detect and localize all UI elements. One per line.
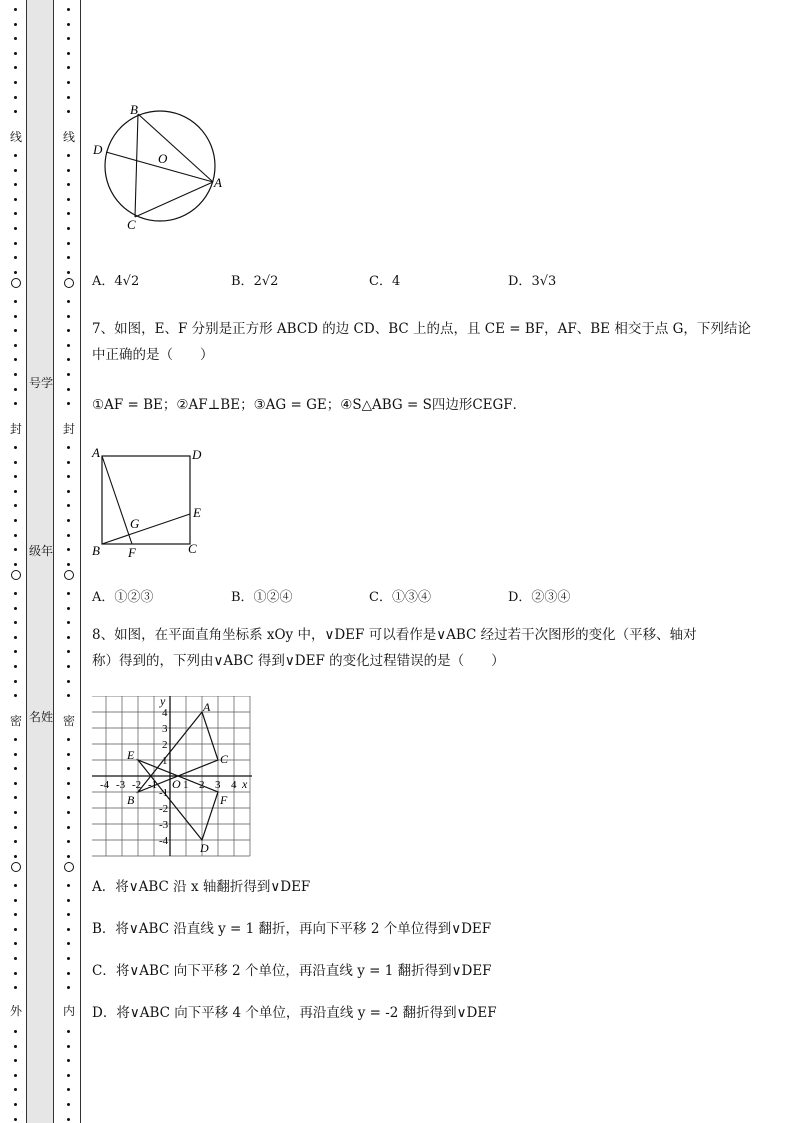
binding-dot <box>14 402 17 405</box>
binding-dot <box>67 358 70 361</box>
binding-dot <box>14 110 17 113</box>
y-tick-label: -4 <box>159 835 169 847</box>
binding-dot <box>14 636 17 639</box>
x-tick-label: 4 <box>231 779 237 791</box>
label-C: C <box>188 541 197 556</box>
binding-ring <box>64 570 74 580</box>
q6-circle-figure <box>90 100 230 235</box>
binding-dot <box>67 928 70 931</box>
x-tick-label: 2 <box>199 779 205 791</box>
x-axis-label: x <box>242 777 248 791</box>
binding-dot <box>67 271 70 274</box>
binding-dot <box>67 169 70 172</box>
binding-label: 外 <box>10 1004 23 1018</box>
binding-label: 内 <box>63 1004 76 1018</box>
label-B: B <box>130 102 138 117</box>
y-tick-label: 3 <box>162 723 168 735</box>
binding-dot <box>67 650 70 653</box>
binding-dot <box>67 23 70 26</box>
q7-stem <box>92 316 752 368</box>
binding-dot <box>67 1045 70 1048</box>
y-tick-label: 4 <box>162 707 168 719</box>
binding-dot <box>67 183 70 186</box>
binding-dot <box>14 928 17 931</box>
binding-dot <box>67 504 70 507</box>
binding-dot <box>67 388 70 391</box>
q7-statements: ①AF = BE；②AF⊥BE；③AG = GE；④S△ABG = S四边形CEGF． <box>92 397 527 413</box>
binding-dot <box>14 490 17 493</box>
inner-dot-column <box>63 0 75 1123</box>
binding-label: 线 <box>63 130 76 144</box>
outer-dot-column <box>10 0 22 1123</box>
binding-dot <box>67 884 70 887</box>
binding-dot <box>67 811 70 814</box>
y-tick-label: 1 <box>162 755 168 767</box>
binding-dot <box>14 753 17 756</box>
binding-dot <box>14 826 17 829</box>
binding-dot <box>67 329 70 332</box>
binding-dot <box>67 855 70 858</box>
label-F: F <box>128 545 136 560</box>
binding-dot <box>67 680 70 683</box>
binding-dot <box>14 300 17 303</box>
binding-dot <box>67 1118 70 1121</box>
binding-dot <box>67 1030 70 1033</box>
binding-dot <box>67 37 70 40</box>
x-tick-label: 1 <box>183 779 189 791</box>
binding-dot <box>67 198 70 201</box>
binding-dot <box>14 519 17 522</box>
q7-line1: 7、如图，E、F 分别是正方形 ABCD 的边 CD、BC 上的点，且 CE = BF，AF、BE 相交于点 G，下列结论 <box>92 321 751 337</box>
binding-dot <box>67 227 70 230</box>
x-tick-label: -2 <box>132 779 142 791</box>
y-tick-label: -2 <box>159 803 169 815</box>
x-tick-label: 3 <box>215 779 221 791</box>
y-tick-label: 2 <box>162 739 168 751</box>
point-label-b: B <box>127 793 135 807</box>
binding-dot <box>14 563 17 566</box>
binding-dot <box>14 840 17 843</box>
binding-dot <box>67 8 70 11</box>
binding-dot <box>67 636 70 639</box>
q6-option-d[interactable]: D．3√3 <box>508 274 557 289</box>
binding-dot <box>67 913 70 916</box>
point-label-a: A <box>203 700 211 714</box>
binding-ring <box>64 278 74 288</box>
binding-dot <box>14 198 17 201</box>
y-tick-label: -1 <box>159 787 169 799</box>
binding-ring <box>11 570 21 580</box>
binding-dot <box>14 242 17 245</box>
label-D: D <box>93 142 103 157</box>
binding-dot <box>14 592 17 595</box>
binding-dot <box>14 52 17 55</box>
q6-option-b[interactable]: B．2√2 <box>231 274 279 289</box>
binding-dot <box>67 256 70 259</box>
binding-label: 封 <box>10 422 23 436</box>
binding-dot <box>67 212 70 215</box>
binding-dot <box>67 315 70 318</box>
binding-dot <box>67 154 70 157</box>
q8-option-b[interactable]: B．将∨ABC 沿直线 y = 1 翻折，再向下平移 2 个单位得到∨DEF <box>92 921 492 937</box>
binding-dot <box>14 1088 17 1091</box>
binding-dot <box>14 899 17 902</box>
binding-dot <box>67 96 70 99</box>
binding-dot <box>14 942 17 945</box>
binding-dot <box>14 680 17 683</box>
q8-option-a[interactable]: A．将∨ABC 沿 x 轴翻折得到∨DEF <box>92 879 311 895</box>
info-student-id: 号学 <box>28 376 53 390</box>
binding-dot <box>14 957 17 960</box>
x-tick-label: -4 <box>100 779 110 791</box>
binding-dot <box>14 8 17 11</box>
binding-dot <box>67 1059 70 1062</box>
binding-dot <box>67 1103 70 1106</box>
binding-dot <box>14 329 17 332</box>
label-A: A <box>92 445 100 460</box>
origin-label: O <box>172 777 181 791</box>
binding-dot <box>14 358 17 361</box>
q7-option-b[interactable]: B．①②④ <box>231 590 293 605</box>
binding-dot <box>14 388 17 391</box>
q7-options <box>92 586 752 606</box>
binding-dot <box>67 300 70 303</box>
binding-dot <box>14 986 17 989</box>
binding-dot <box>67 81 70 84</box>
point-label-f: F <box>220 793 228 807</box>
binding-dot <box>67 548 70 551</box>
binding-ring <box>64 862 74 872</box>
binding-dot <box>67 344 70 347</box>
binding-label: 线 <box>10 130 23 144</box>
binding-dot <box>14 227 17 230</box>
binding-dot <box>67 373 70 376</box>
binding-dot <box>67 796 70 799</box>
binding-dot <box>14 475 17 478</box>
binding-dot <box>67 446 70 449</box>
binding-dot <box>14 212 17 215</box>
binding-dot <box>14 1030 17 1033</box>
binding-dot <box>67 66 70 69</box>
binding-dot <box>14 665 17 668</box>
binding-label: 密 <box>10 714 23 728</box>
binding-ring <box>11 862 21 872</box>
q7-option-d[interactable]: D．②③④ <box>508 590 571 605</box>
binding-dot <box>14 344 17 347</box>
binding-dot <box>67 402 70 405</box>
q8-line2: 称）得到的，下列由∨ABC 得到∨DEF 的变化过程错误的是（ ） <box>92 653 505 669</box>
binding-dot <box>14 884 17 887</box>
label-A: A <box>214 175 222 190</box>
binding-dot <box>67 607 70 610</box>
q6-option-c[interactable]: C．4 <box>369 274 401 289</box>
label-E: E <box>193 505 201 520</box>
binding-label: 密 <box>63 714 76 728</box>
binding-dot <box>14 1059 17 1062</box>
triangle-def <box>138 760 218 840</box>
binding-dot <box>14 256 17 259</box>
x-tick-label: -3 <box>116 779 126 791</box>
q7-option-a[interactable]: A．①②③ <box>92 590 154 605</box>
student-info-strip <box>26 0 54 1123</box>
binding-dot <box>14 315 17 318</box>
binding-dot <box>67 534 70 537</box>
binding-dot <box>14 373 17 376</box>
binding-dot <box>67 665 70 668</box>
binding-dot <box>14 169 17 172</box>
binding-dot <box>67 899 70 902</box>
binding-dot <box>67 826 70 829</box>
binding-dot <box>14 694 17 697</box>
binding-dot <box>14 1118 17 1121</box>
binding-dot <box>14 650 17 653</box>
binding-dot <box>14 66 17 69</box>
binding-dot <box>14 607 17 610</box>
binding-dot <box>14 796 17 799</box>
binding-dot <box>67 519 70 522</box>
binding-dot <box>14 461 17 464</box>
binding-dot <box>14 548 17 551</box>
binding-dot <box>67 1074 70 1077</box>
label-O: O <box>158 151 168 166</box>
label-B: B <box>92 543 100 558</box>
binding-dot <box>14 738 17 741</box>
binding-dot <box>14 271 17 274</box>
q6-option-a[interactable]: A．4√2 <box>92 274 140 289</box>
binding-dot <box>14 1103 17 1106</box>
binding-dot <box>67 242 70 245</box>
label-G: G <box>130 516 140 531</box>
binding-label: 封 <box>63 422 76 436</box>
binding-dot <box>67 782 70 785</box>
binding-dot <box>14 23 17 26</box>
info-name: 名姓 <box>28 710 53 724</box>
binding-dot <box>14 96 17 99</box>
binding-dot <box>14 504 17 507</box>
point-label-c: C <box>220 752 229 766</box>
binding-dot <box>14 81 17 84</box>
binding-dot <box>67 563 70 566</box>
binding-margin <box>0 0 84 1123</box>
binding-dot <box>14 767 17 770</box>
binding-dot <box>14 154 17 157</box>
binding-dot <box>14 811 17 814</box>
binding-dot <box>14 446 17 449</box>
binding-dot <box>67 942 70 945</box>
binding-dot <box>67 972 70 975</box>
binding-dot <box>14 183 17 186</box>
binding-dot <box>67 461 70 464</box>
binding-dot <box>67 621 70 624</box>
binding-dot <box>67 1088 70 1091</box>
binding-dot <box>67 986 70 989</box>
q8-line1: 8、如图，在平面直角坐标系 xOy 中，∨DEF 可以看作是∨ABC 经过若干次图形的变化（平移、轴对 <box>92 627 697 643</box>
binding-dot <box>14 1045 17 1048</box>
q7-option-c[interactable]: C．①③④ <box>369 590 431 605</box>
binding-dot <box>14 1074 17 1077</box>
binding-dot <box>67 490 70 493</box>
q7-line2: 中正确的是（ ） <box>92 347 214 363</box>
binding-dot <box>14 782 17 785</box>
binding-dot <box>67 694 70 697</box>
binding-ring <box>11 278 21 288</box>
binding-dot <box>67 957 70 960</box>
q8-option-c[interactable]: C．将∨ABC 向下平移 2 个单位，再沿直线 y = 1 翻折得到∨DEF <box>92 963 492 979</box>
binding-dot <box>14 972 17 975</box>
binding-dot <box>67 840 70 843</box>
x-tick-label: -1 <box>148 779 158 791</box>
binding-dot <box>14 37 17 40</box>
binding-dot <box>14 534 17 537</box>
label-C: C <box>127 217 136 232</box>
binding-dot <box>14 913 17 916</box>
binding-line <box>80 0 81 1123</box>
q7-square-figure <box>90 444 210 562</box>
binding-dot <box>67 52 70 55</box>
binding-dot <box>67 592 70 595</box>
point-label-d: D <box>200 841 209 855</box>
y-tick-label: -3 <box>159 819 169 831</box>
label-D: D <box>192 447 202 462</box>
q6-options <box>92 270 752 290</box>
binding-dot <box>14 621 17 624</box>
binding-dot <box>14 855 17 858</box>
q8-stem <box>92 622 752 674</box>
point-label-e: E <box>127 748 135 762</box>
binding-dot <box>67 767 70 770</box>
binding-dot <box>67 738 70 741</box>
info-grade: 级年 <box>28 544 53 558</box>
q8-option-d[interactable]: D．将∨ABC 向下平移 4 个单位，再沿直线 y = -2 翻折得到∨DEF <box>92 1005 497 1021</box>
binding-dot <box>67 110 70 113</box>
binding-dot <box>67 753 70 756</box>
q8-coordinate-grid <box>92 696 254 858</box>
binding-dot <box>67 475 70 478</box>
y-axis-label: y <box>160 696 166 708</box>
